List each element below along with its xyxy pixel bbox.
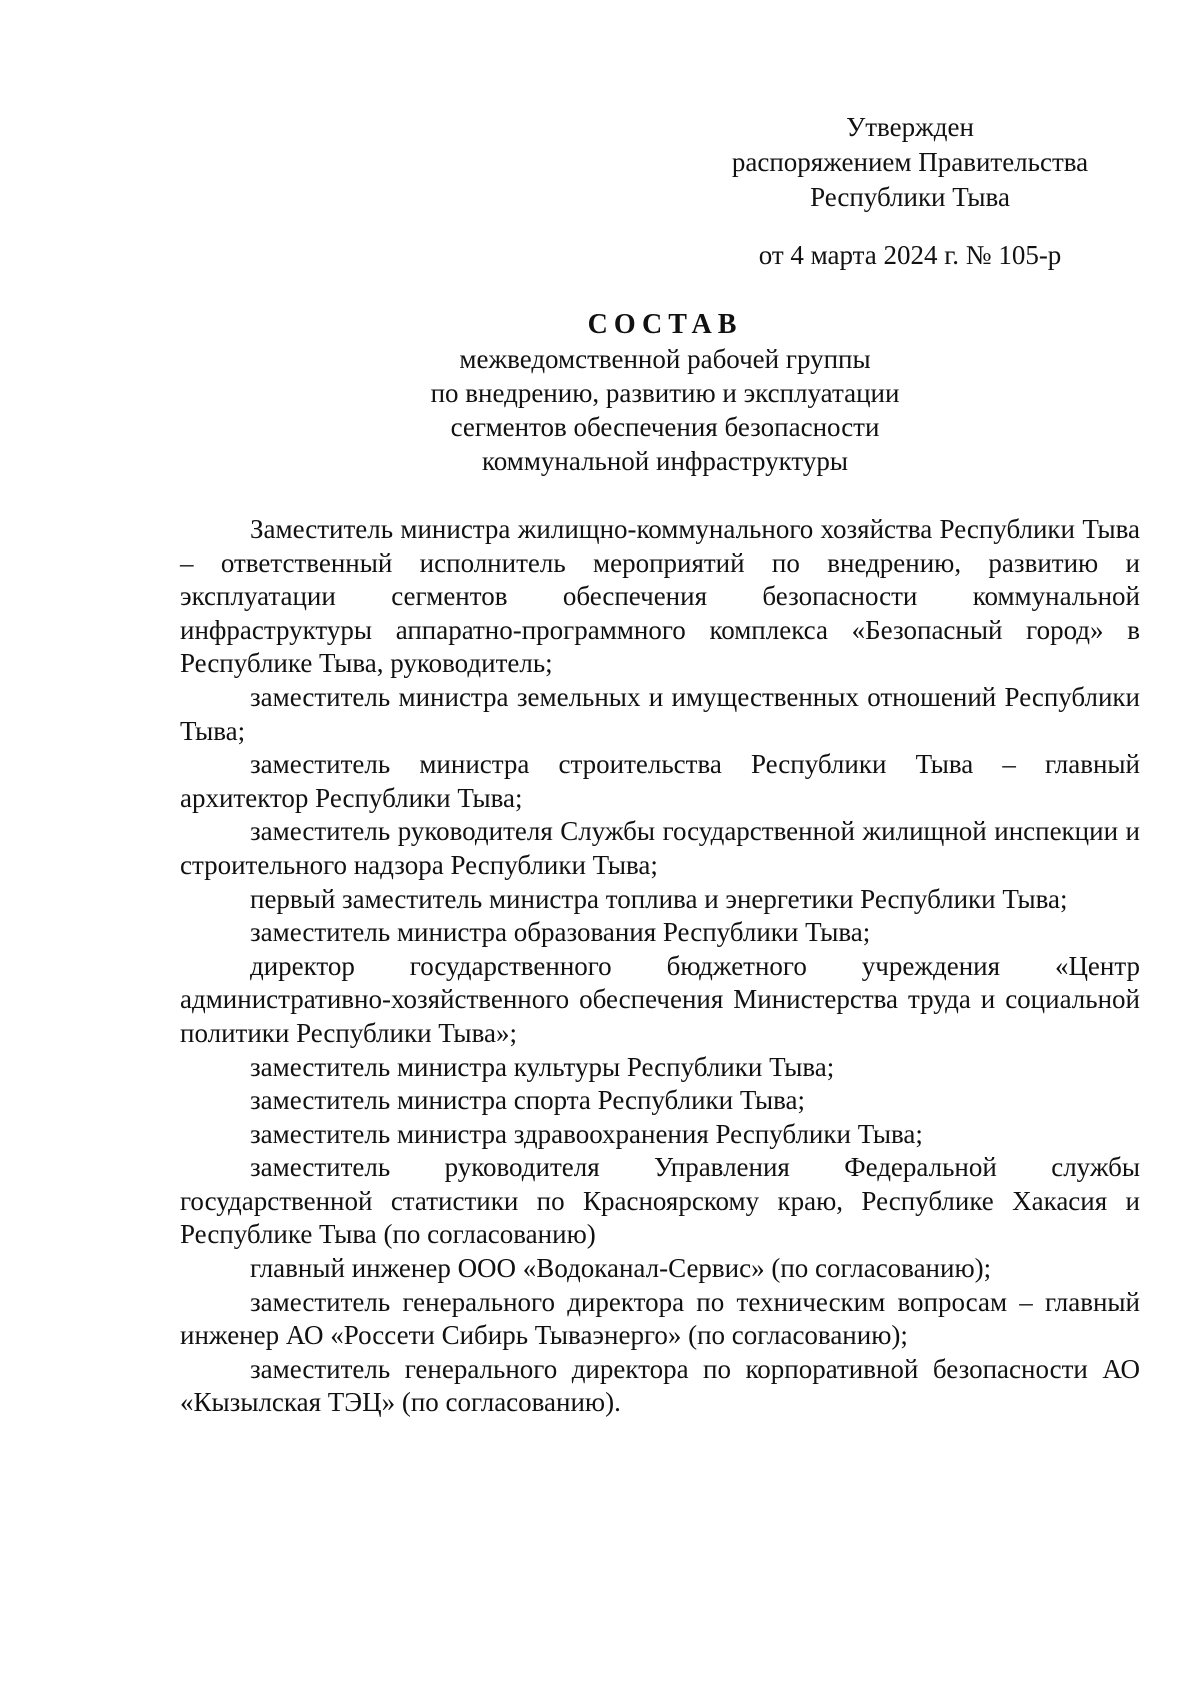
member-entry: главный инженер ООО «Водоканал-Сервис» (по согласованию);: [250, 1253, 992, 1284]
member-entry: заместитель министра здравоохранения Республики Тыва;: [250, 1118, 923, 1149]
member-entry: Заместитель министра жилищно-коммунального хозяйства Республики Тыва – ответственный исполнитель мероприятий по внедрению, развитию и эксплуатации сегментов обеспечения безопасности коммунальной инфраструктуры аппаратно-программного комплекса «Безопасный город» в Республике Тыва, руководитель;: [180, 514, 1140, 679]
member-entry: заместитель руководителя Управления Федеральной службы государственной статистики по Красноярскому краю, Республике Хакасия и Республике Тыва (по согласованию): [180, 1152, 1140, 1250]
document-subtitle-line: коммунальной инфраструктуры: [482, 446, 848, 476]
approval-line-approved: Утвержден: [846, 112, 974, 142]
member-entry: директор государственного бюджетного учреждения «Центр административно-хозяйственного обеспечения Министерства труда и социальной политики Республики Тыва»;: [180, 950, 1140, 1048]
document-heading: [0, 308, 1200, 478]
document-subtitle-line: сегментов обеспечения безопасности: [450, 412, 880, 442]
member-entry: заместитель министра культуры Республики Тыва;: [250, 1051, 835, 1082]
document-title: СОСТАВ: [587, 309, 743, 340]
approval-date-number: от 4 марта 2024 г. № 105-р: [758, 240, 1062, 270]
member-entry: заместитель министра образования Республики Тыва;: [250, 917, 871, 948]
members-list: [180, 513, 1140, 1420]
member-entry: заместитель генерального директора по корпоративной безопасности АО «Кызылская ТЭЦ» (по согласованию).: [180, 1353, 1140, 1418]
approval-stamp-block: [720, 110, 1100, 273]
approval-line-republic: Республики Тыва: [810, 182, 1010, 212]
approval-line-order: распоряжением Правительства: [731, 147, 1089, 177]
document-subtitle-line: межведомственной рабочей группы: [459, 344, 871, 374]
document-subtitle-line: по внедрению, развитию и эксплуатации: [430, 378, 900, 408]
member-entry: заместитель генерального директора по техническим вопросам – главный инженер АО «Россети Сибирь Тываэнерго» (по согласованию);: [180, 1286, 1140, 1351]
member-entry: заместитель министра земельных и имущественных отношений Республики Тыва;: [180, 681, 1140, 746]
member-entry: заместитель руководителя Службы государственной жилищной инспекции и строительного надзора Республики Тыва;: [180, 816, 1140, 880]
member-entry: первый заместитель министра топлива и энергетики Республики Тыва;: [250, 883, 1068, 914]
member-entry: заместитель министра строительства Республики Тыва – главный архитектор Республики Тыва;: [180, 749, 1140, 813]
member-entry: заместитель министра спорта Республики Тыва;: [250, 1085, 806, 1116]
